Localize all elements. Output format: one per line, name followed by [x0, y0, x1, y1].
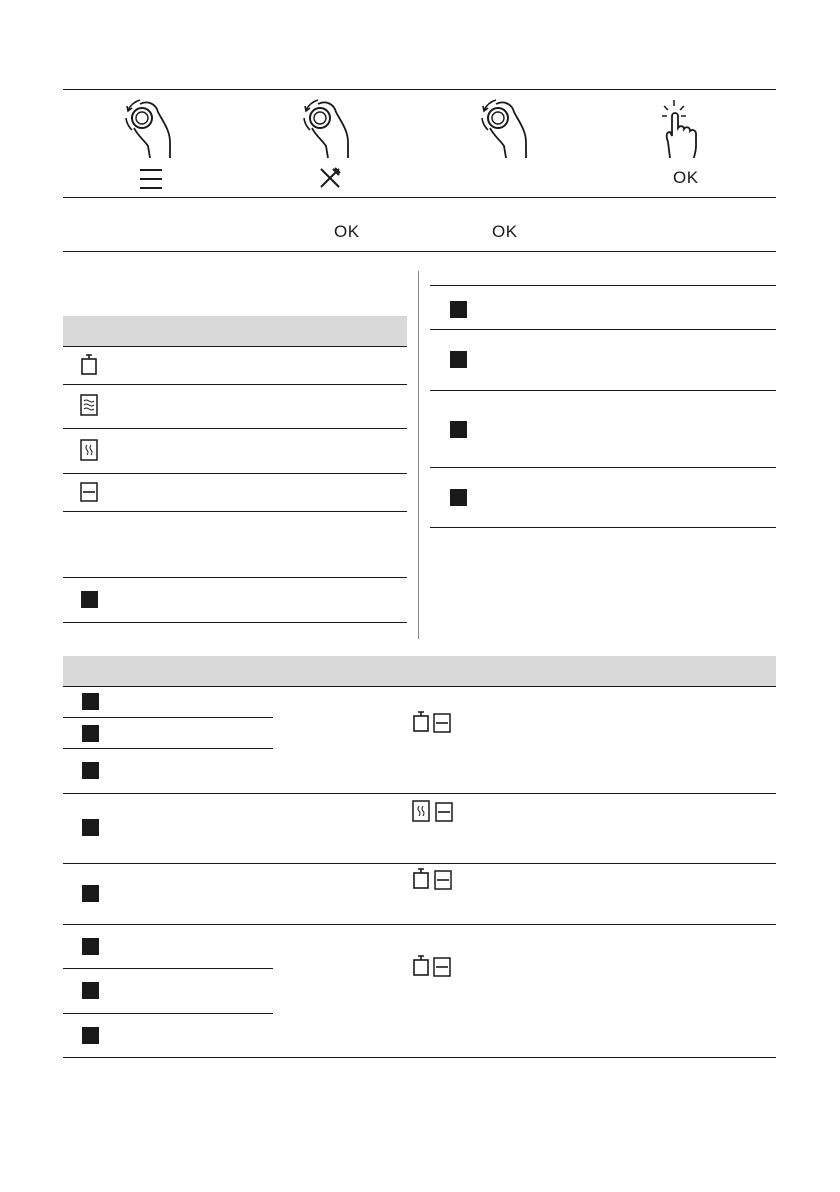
rule — [430, 329, 776, 330]
column-divider — [418, 271, 419, 639]
level-bar-icon — [433, 713, 451, 733]
menu-lines-icon — [139, 168, 163, 190]
ok-label: OK — [334, 222, 360, 241]
rule — [63, 686, 776, 687]
rule — [63, 384, 407, 385]
rotate-knob-icon — [474, 96, 534, 160]
level-bar-icon — [433, 957, 451, 977]
rule — [63, 863, 776, 864]
rule — [63, 511, 407, 512]
rule — [63, 197, 776, 198]
black-square-icon — [450, 489, 467, 506]
rule — [63, 622, 407, 623]
timer-icon — [80, 354, 98, 376]
black-square-icon — [82, 725, 99, 742]
fork-knife-icon — [318, 166, 342, 190]
rule — [63, 968, 273, 969]
rule — [63, 428, 407, 429]
black-square-icon — [450, 301, 467, 318]
ok-label: OK — [673, 168, 699, 187]
black-square-icon — [450, 421, 467, 438]
rotate-knob-icon — [118, 96, 178, 160]
table-header-band — [63, 316, 407, 346]
rule — [63, 793, 776, 794]
black-square-icon — [82, 938, 99, 955]
table-header-band — [63, 656, 776, 686]
bottom-heat-icon — [412, 800, 430, 822]
top-rule — [63, 89, 776, 90]
black-square-icon — [82, 693, 99, 710]
bottom-heat-icon — [80, 439, 98, 461]
level-bar-icon — [80, 482, 98, 502]
rule — [430, 390, 776, 391]
rule — [63, 577, 407, 578]
rotate-knob-icon — [296, 96, 356, 160]
level-bar-icon — [435, 802, 453, 822]
rule — [63, 1013, 273, 1014]
rule — [63, 251, 776, 252]
black-square-icon — [82, 819, 99, 836]
rule — [63, 1057, 776, 1058]
rule — [430, 527, 776, 528]
black-square-icon — [450, 351, 467, 368]
press-button-icon — [660, 98, 710, 160]
black-square-icon — [82, 982, 99, 999]
timer-icon — [412, 955, 430, 977]
rule — [430, 467, 776, 468]
rule — [63, 717, 273, 718]
black-square-icon — [82, 762, 99, 779]
black-square-icon — [82, 885, 99, 902]
rule — [430, 285, 776, 286]
rule — [63, 924, 776, 925]
rule — [63, 473, 407, 474]
timer-icon — [412, 711, 430, 733]
timer-icon — [412, 868, 430, 890]
black-square-icon — [82, 1027, 99, 1044]
level-bar-icon — [434, 870, 452, 890]
rule — [63, 346, 407, 347]
rule — [63, 748, 273, 749]
steam-waves-icon — [80, 394, 98, 416]
black-square-icon — [81, 591, 98, 608]
ok-label: OK — [492, 222, 518, 241]
